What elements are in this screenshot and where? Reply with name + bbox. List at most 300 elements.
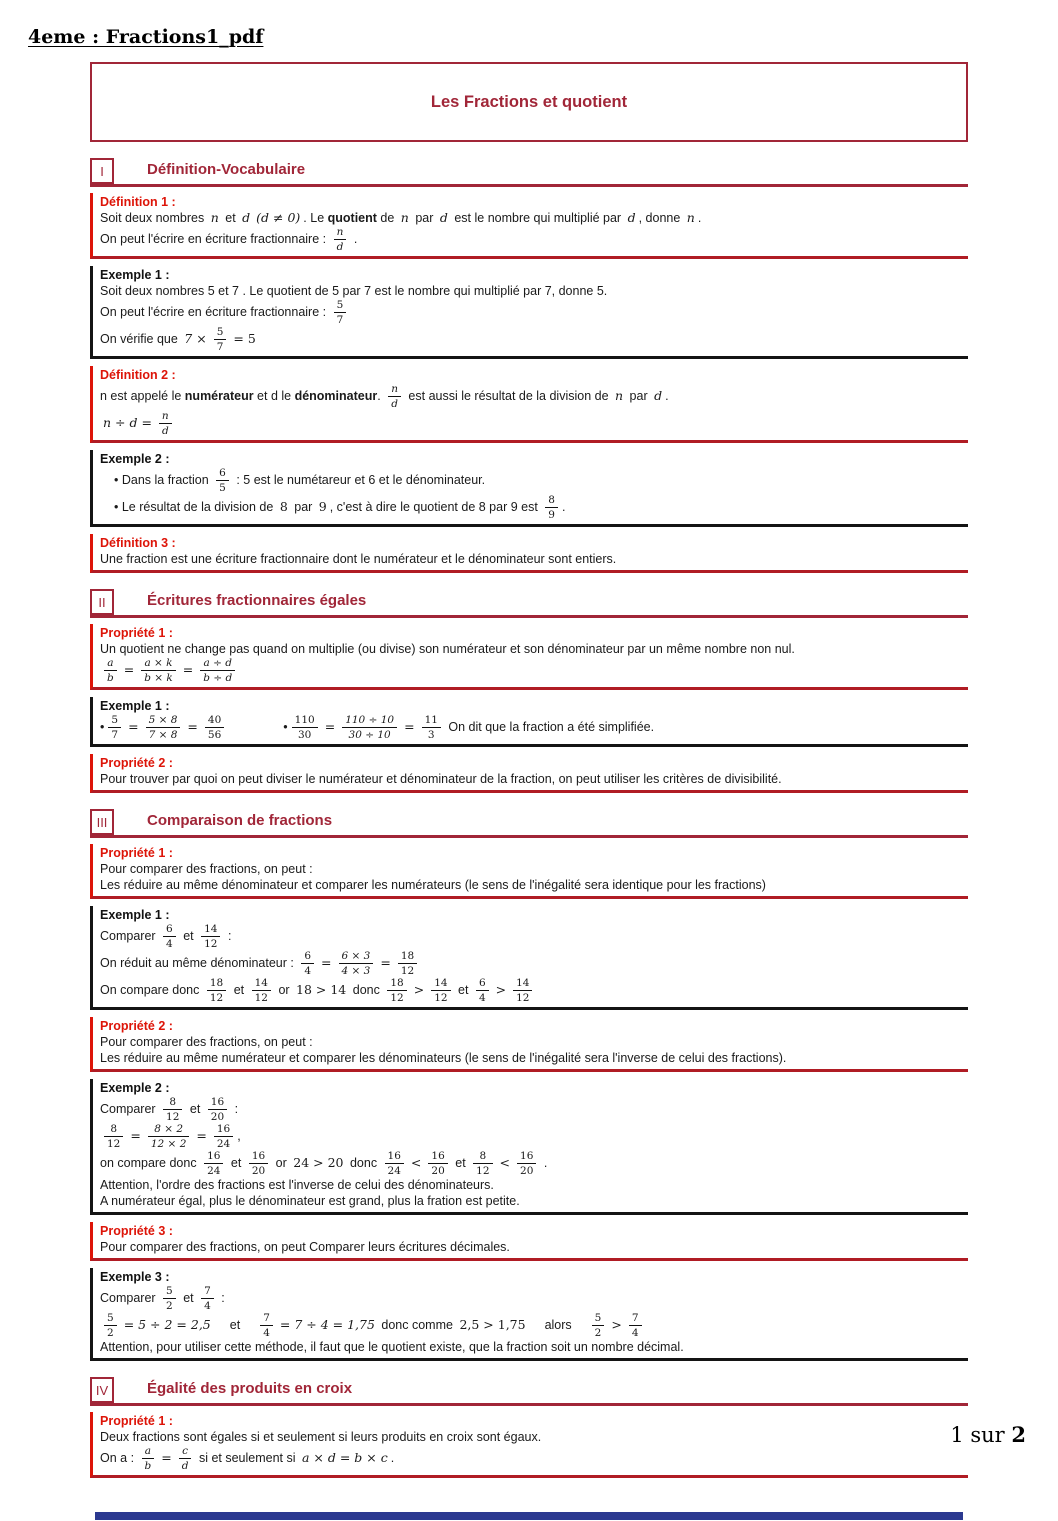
content-line xyxy=(100,861,958,877)
fraction-numerator: a × k xyxy=(141,658,176,671)
text-run: Pour comparer des fractions, on peut : xyxy=(100,862,313,876)
text-run: . xyxy=(697,211,702,225)
fraction xyxy=(301,951,314,976)
fraction xyxy=(159,411,172,436)
section-number-box: IV xyxy=(90,1377,114,1403)
content-line xyxy=(100,551,958,567)
text-run: et xyxy=(179,1290,198,1305)
math-text: = xyxy=(404,718,415,734)
content-line xyxy=(100,326,958,353)
box-propriete-2 xyxy=(90,754,968,793)
fraction-denominator: 30 xyxy=(297,729,312,741)
fraction xyxy=(342,715,397,740)
box-label: Définition 1 : xyxy=(100,195,176,209)
section-header-I xyxy=(90,158,968,187)
fraction-numerator: 18 xyxy=(207,978,226,991)
fraction-numerator: 5 xyxy=(163,1286,176,1299)
math-text: = xyxy=(196,1127,207,1143)
content-line xyxy=(100,1096,958,1123)
fraction-numerator: 16 xyxy=(385,1151,404,1164)
fraction-numerator: 6 xyxy=(216,468,229,481)
math-text: = xyxy=(182,661,194,677)
fraction-numerator: 16 xyxy=(517,1151,536,1164)
text-run: par xyxy=(626,388,652,403)
fraction-denominator: 12 xyxy=(400,965,415,977)
fraction-denominator: 2 xyxy=(594,1327,602,1339)
fraction-numerator: 16 xyxy=(249,1151,268,1164)
fraction xyxy=(385,1151,404,1176)
spacer xyxy=(214,1328,230,1329)
math-text: 7 × xyxy=(184,330,207,346)
text-run: . Le xyxy=(303,211,328,225)
fraction-numerator: 18 xyxy=(387,978,406,991)
fraction-numerator: 14 xyxy=(431,978,450,991)
content-line xyxy=(100,1339,958,1355)
text-run: Soit deux nombres xyxy=(100,211,208,225)
fraction-denominator: d xyxy=(391,398,398,410)
page-number-current: 1 sur xyxy=(950,1423,1012,1447)
content-line xyxy=(100,1123,958,1150)
fraction xyxy=(513,978,532,1003)
fraction xyxy=(388,384,401,409)
math-text: n xyxy=(686,210,695,225)
fraction xyxy=(334,300,347,325)
math-text: d xyxy=(627,210,636,225)
fraction-denominator: 12 xyxy=(476,1165,490,1177)
content-line xyxy=(100,1177,958,1193)
box-propriete-3 xyxy=(90,1222,968,1261)
content-line xyxy=(100,923,958,950)
math-text: 18 > 14 xyxy=(296,981,347,997)
fraction-denominator: 7 xyxy=(336,314,344,326)
text-run: on compare donc xyxy=(100,1155,201,1170)
bold-text: quotient xyxy=(327,211,377,225)
box-exemple-2 xyxy=(90,1079,968,1215)
content-line xyxy=(100,467,958,494)
document-page xyxy=(0,26,1058,1478)
fraction-numerator: 6 xyxy=(476,978,489,991)
fraction-numerator: 18 xyxy=(398,951,417,964)
fraction xyxy=(208,1097,227,1122)
box-label: Exemple 1 : xyxy=(100,268,170,282)
content-line xyxy=(100,714,958,741)
fraction-numerator: n xyxy=(388,384,401,397)
text-run: et xyxy=(454,982,472,997)
fraction-denominator: 4 xyxy=(263,1327,270,1339)
text-run: • xyxy=(283,719,288,734)
section-title: Comparaison de fractions xyxy=(147,812,333,829)
content-line xyxy=(100,977,958,1004)
math-text: n xyxy=(210,210,219,225)
fraction-numerator: 14 xyxy=(201,924,220,937)
content-line xyxy=(100,877,958,893)
box-label: Exemple 1 : xyxy=(100,908,170,922)
box-exemple-1 xyxy=(90,697,968,747)
content-line xyxy=(100,283,958,299)
box-label: Exemple 2 : xyxy=(100,452,170,466)
box-label: Propriété 1 : xyxy=(100,1414,173,1428)
fraction-numerator: 16 xyxy=(208,1097,227,1110)
text-run: donc xyxy=(346,1155,381,1170)
fraction-numerator: 5 xyxy=(108,715,121,728)
fraction-denominator: 20 xyxy=(431,1165,445,1177)
box-label: Définition 2 : xyxy=(100,368,176,382)
math-text: d xyxy=(439,210,448,225)
box-propriete-1 xyxy=(90,1412,968,1478)
fraction-numerator: 8 xyxy=(163,1097,182,1110)
fraction xyxy=(592,1313,605,1338)
fraction-denominator: b xyxy=(144,1460,152,1472)
box-label: Définition 3 : xyxy=(100,536,176,550)
content-line xyxy=(100,641,958,657)
fraction xyxy=(249,1151,268,1176)
box-definition-2 xyxy=(90,366,968,443)
fraction xyxy=(204,1151,223,1176)
fraction xyxy=(473,1151,492,1176)
fraction xyxy=(141,658,176,683)
text-run: donc comme xyxy=(377,1317,457,1332)
box-label: Propriété 2 : xyxy=(100,1019,173,1033)
content-line xyxy=(100,383,958,410)
math-text: n ÷ d = xyxy=(103,414,152,430)
fraction-denominator: 20 xyxy=(520,1165,534,1177)
fraction-denominator: 4 × 3 xyxy=(341,965,371,977)
text-run: On compare donc xyxy=(100,982,203,997)
spacer xyxy=(100,510,114,511)
fraction-numerator: 5 × 8 xyxy=(146,715,181,728)
fraction-denominator: 7 xyxy=(216,341,224,353)
fraction-numerator: c xyxy=(179,1446,192,1459)
text-run: Pour comparer des fractions, on peut Comparer leurs écritures décimales. xyxy=(100,1240,510,1254)
fraction xyxy=(398,951,417,976)
spacer xyxy=(240,1328,256,1329)
text-run: par xyxy=(411,211,437,225)
text-run: Soit deux nombres 5 et 7 . Le quotient de 5 par 7 est le nombre qui multiplié par 7, donne 5. xyxy=(100,284,608,298)
box-label: Exemple 2 : xyxy=(100,1081,170,1095)
math-text: = xyxy=(130,1127,141,1143)
fraction-denominator: 4 xyxy=(166,938,173,950)
text-run: . xyxy=(561,499,566,514)
text-run: . xyxy=(540,1155,548,1170)
math-text: < xyxy=(410,1154,422,1170)
fraction xyxy=(214,327,227,352)
fraction-numerator: a xyxy=(142,1446,155,1459)
math-text: 2,5 > 1,75 xyxy=(459,1316,526,1332)
fraction-numerator: 5 xyxy=(104,1313,117,1326)
fraction xyxy=(545,495,558,520)
fraction-denominator: 4 xyxy=(204,1300,211,1312)
math-text: = xyxy=(128,718,139,734)
fraction-denominator: 12 xyxy=(107,1138,121,1150)
box-propriete-1 xyxy=(90,624,968,690)
text-run: or xyxy=(274,982,294,997)
fraction-denominator: 4 xyxy=(304,965,312,977)
fraction-numerator: a xyxy=(104,658,117,671)
text-run: Pour comparer des fractions, on peut : xyxy=(100,1035,313,1049)
fraction-denominator: 30 ÷ 10 xyxy=(348,729,391,741)
section-number-box: III xyxy=(90,809,114,835)
text-run: On dit que la fraction a été simplifiée. xyxy=(444,719,655,734)
math-text: > xyxy=(413,981,425,997)
fraction-denominator: 9 xyxy=(548,509,555,521)
text-run: n est appelé le xyxy=(100,388,185,403)
fraction-denominator: 24 xyxy=(387,1165,401,1177)
section-header-II xyxy=(90,589,968,618)
text-run: Pour trouver par quoi on peut diviser le numérateur et dénominateur de la fraction, on peut utiliser les critères de divisibilité. xyxy=(100,772,782,786)
fraction xyxy=(431,978,450,1003)
fraction xyxy=(629,1313,642,1338)
fraction-numerator: 16 xyxy=(214,1124,233,1137)
content-line xyxy=(100,1285,958,1312)
fraction-denominator: 5 xyxy=(219,482,226,494)
fraction xyxy=(339,951,374,976)
fraction-numerator: 5 xyxy=(334,300,347,313)
spacer xyxy=(572,1328,588,1329)
bottom-blue-bar xyxy=(95,1512,963,1520)
fraction-denominator: 12 xyxy=(434,992,448,1004)
math-text: a × d = b × c xyxy=(302,1449,388,1465)
fraction xyxy=(104,1313,117,1338)
fraction-numerator: 7 xyxy=(260,1313,273,1326)
fraction-numerator: 16 xyxy=(204,1151,223,1164)
math-text: = xyxy=(123,661,135,677)
content-line xyxy=(100,494,958,521)
math-text: = 5 xyxy=(233,330,256,346)
section-number-box: I xyxy=(90,158,114,184)
text-run: or xyxy=(272,1155,291,1170)
sections xyxy=(90,158,968,1478)
text-run: Deux fractions sont égales si et seulement si leurs produits en croix sont égaux. xyxy=(100,1430,542,1444)
text-run: donc xyxy=(349,982,384,997)
fraction xyxy=(200,658,235,683)
fraction-denominator: 2 xyxy=(107,1327,114,1339)
fraction-denominator: 20 xyxy=(210,1111,225,1123)
text-run: , donne xyxy=(638,211,684,225)
text-run: . xyxy=(377,388,385,403)
bold-text: dénominateur xyxy=(294,388,378,403)
math-text: 8 xyxy=(279,498,288,514)
fraction-numerator: 8 × 2 xyxy=(148,1124,190,1137)
fraction xyxy=(334,227,347,252)
text-run: alors xyxy=(544,1317,572,1332)
page-number-total: 2 xyxy=(1011,1422,1026,1447)
fraction xyxy=(148,1124,190,1149)
content-line xyxy=(100,226,958,253)
fraction-numerator: 6 × 3 xyxy=(339,951,374,964)
box-definition-1 xyxy=(90,193,968,259)
text-run: et xyxy=(179,928,198,943)
math-text: > xyxy=(495,981,507,997)
box-exemple-3 xyxy=(90,1268,968,1361)
box-definition-3 xyxy=(90,534,968,573)
text-run: • Le résultat de la division de xyxy=(114,499,277,514)
content-line xyxy=(100,1193,958,1209)
content-line xyxy=(100,1239,958,1255)
fraction xyxy=(428,1151,447,1176)
fraction-numerator: 7 xyxy=(201,1286,214,1299)
box-label: Exemple 3 : xyxy=(100,1270,170,1284)
content-line xyxy=(100,299,958,326)
fraction-numerator: 40 xyxy=(205,715,224,728)
fraction-denominator: 4 xyxy=(478,992,486,1004)
fraction-denominator: 12 xyxy=(209,992,224,1004)
fraction xyxy=(252,978,271,1003)
math-text: (d ≠ 0) xyxy=(256,210,301,225)
text-run: Les réduire au même numérateur et comparer les dénominateurs (le sens de l'inégalité sera l'inverse de celui des fractions). xyxy=(100,1051,787,1065)
fraction-denominator: b xyxy=(107,672,114,684)
math-text: = xyxy=(321,954,332,970)
fraction-denominator: d xyxy=(336,241,344,253)
fraction-denominator: 2 xyxy=(166,1300,173,1312)
fraction-denominator: 12 xyxy=(390,992,404,1004)
fraction-denominator: 12 xyxy=(204,938,218,950)
fraction xyxy=(422,715,441,740)
fraction-numerator: 5 xyxy=(214,327,227,340)
content-line xyxy=(100,657,958,684)
text-run: . xyxy=(390,1450,395,1465)
fraction xyxy=(517,1151,536,1176)
fraction-numerator: 14 xyxy=(252,978,271,991)
text-run: Les réduire au même dénominateur et comparer les numérateurs (le sens de l'inégalité sera identique pour les fractions) xyxy=(100,878,766,892)
section-title: Égalité des produits en croix xyxy=(147,1380,353,1397)
text-run: • Dans la fraction xyxy=(114,472,213,487)
math-text: = xyxy=(187,718,198,734)
fraction-numerator: 5 xyxy=(592,1313,605,1326)
text-run: Attention, l'ordre des fractions est l'inverse de celui des dénominateurs. xyxy=(100,1178,494,1192)
fraction-denominator: 7 xyxy=(111,729,119,741)
fraction-denominator: 7 × 8 xyxy=(148,729,178,741)
text-run: et xyxy=(229,1317,241,1332)
text-run: : xyxy=(224,928,232,943)
spacer xyxy=(100,483,114,484)
fraction-numerator: 110 xyxy=(292,715,318,728)
fraction-denominator: 24 xyxy=(216,1138,231,1150)
text-run: Comparer xyxy=(100,928,160,943)
fraction-denominator: b ÷ d xyxy=(203,672,233,684)
text-run: : 5 est le numétareur et 6 et le dénominateur. xyxy=(232,472,486,487)
text-run: Un quotient ne change pas quand on multiplie (ou divise) son numérateur et son dénominateur par un même nombre non nul. xyxy=(100,642,795,656)
document-title: Les Fractions et quotient xyxy=(430,92,628,111)
section-header-IV xyxy=(90,1377,968,1406)
text-run: : xyxy=(231,1101,239,1116)
document-title-box xyxy=(90,62,968,142)
math-text: d xyxy=(654,387,663,403)
fraction-numerator: 6 xyxy=(163,924,176,937)
fraction xyxy=(205,715,224,740)
math-text: 9 xyxy=(318,498,327,514)
fraction xyxy=(201,924,220,949)
fraction xyxy=(163,924,176,949)
fraction xyxy=(142,1446,155,1471)
text-run: , xyxy=(237,1128,241,1143)
box-label: Exemple 1 : xyxy=(100,699,170,713)
content-line xyxy=(100,210,958,226)
content-line xyxy=(100,771,958,787)
section-title: Définition-Vocabulaire xyxy=(147,161,306,178)
fraction-denominator: d xyxy=(161,425,169,437)
text-run: et xyxy=(186,1101,204,1116)
text-run: est aussi le résultat de la division de xyxy=(404,388,613,403)
content-line xyxy=(100,1034,958,1050)
text-run: est le nombre qui multiplié par xyxy=(450,211,625,225)
fraction xyxy=(104,1124,123,1149)
window-title: 4eme : Fractions1_pdf xyxy=(28,26,264,48)
text-run: On peut l'écrire en écriture fractionnaire : xyxy=(100,304,330,319)
math-text: = xyxy=(324,718,336,734)
fraction xyxy=(207,978,226,1003)
text-run: de xyxy=(376,211,398,225)
fraction-numerator: 110 ÷ 10 xyxy=(342,715,397,728)
fraction-numerator: 8 xyxy=(545,495,558,508)
math-text: < xyxy=(499,1154,511,1170)
fraction-denominator: 12 xyxy=(166,1111,180,1123)
text-run: et xyxy=(221,211,240,225)
fraction-denominator: d xyxy=(181,1460,189,1472)
box-exemple-1 xyxy=(90,906,968,1010)
fraction xyxy=(201,1286,214,1311)
spacer xyxy=(228,730,283,731)
fraction xyxy=(146,715,181,740)
text-run: Comparer xyxy=(100,1101,160,1116)
fraction-denominator: 3 xyxy=(427,729,435,741)
text-run: • xyxy=(100,719,105,734)
math-text: n xyxy=(400,210,409,225)
fraction xyxy=(163,1286,176,1311)
fraction-denominator: 12 × 2 xyxy=(150,1138,187,1150)
text-run: A numérateur égal, plus le dénominateur est grand, plus la fration est petite. xyxy=(100,1194,520,1208)
fraction xyxy=(387,978,406,1003)
math-text: = xyxy=(161,1449,172,1465)
math-text: 24 > 20 xyxy=(293,1154,344,1170)
fraction-denominator: b × k xyxy=(144,672,173,684)
fraction-numerator: a ÷ d xyxy=(200,658,235,671)
bold-text: numérateur xyxy=(184,388,254,403)
text-run: et d le xyxy=(253,388,295,403)
text-run: Une fraction est une écriture fractionnaire dont le numérateur et le dénominateur sont entiers. xyxy=(100,552,617,566)
text-run: et xyxy=(451,1155,470,1170)
content-line xyxy=(100,1050,958,1066)
math-text: = 5 ÷ 2 = 2,5 xyxy=(123,1316,211,1332)
box-propriete-2 xyxy=(90,1017,968,1072)
spacer xyxy=(529,1328,545,1329)
content-line xyxy=(100,950,958,977)
math-text: = 7 ÷ 4 = 1,75 xyxy=(279,1316,375,1332)
fraction-numerator: 7 xyxy=(629,1313,642,1326)
fraction-denominator: 56 xyxy=(207,729,222,741)
fraction xyxy=(476,978,489,1003)
box-label: Propriété 2 : xyxy=(100,756,173,770)
fraction-denominator: 20 xyxy=(251,1165,266,1177)
fraction-numerator: n xyxy=(159,411,172,424)
section-header-III xyxy=(90,809,968,838)
document-content xyxy=(90,62,968,1478)
text-run: par xyxy=(290,499,316,514)
fraction-numerator: 16 xyxy=(428,1151,447,1164)
math-text: n xyxy=(615,387,624,403)
text-run: . xyxy=(350,231,358,246)
fraction xyxy=(260,1313,273,1338)
fraction xyxy=(163,1097,182,1122)
fraction-numerator: 6 xyxy=(301,951,314,964)
box-label: Propriété 1 : xyxy=(100,846,173,860)
section-title: Écritures fractionnaires égales xyxy=(147,592,367,609)
fraction-denominator: 4 xyxy=(631,1327,639,1339)
text-run: Comparer xyxy=(100,1290,160,1305)
text-run: On peut l'écrire en écriture fractionnaire : xyxy=(100,231,330,246)
text-run: On a : xyxy=(100,1450,138,1465)
box-label: Propriété 1 : xyxy=(100,626,173,640)
content-line xyxy=(100,410,958,437)
